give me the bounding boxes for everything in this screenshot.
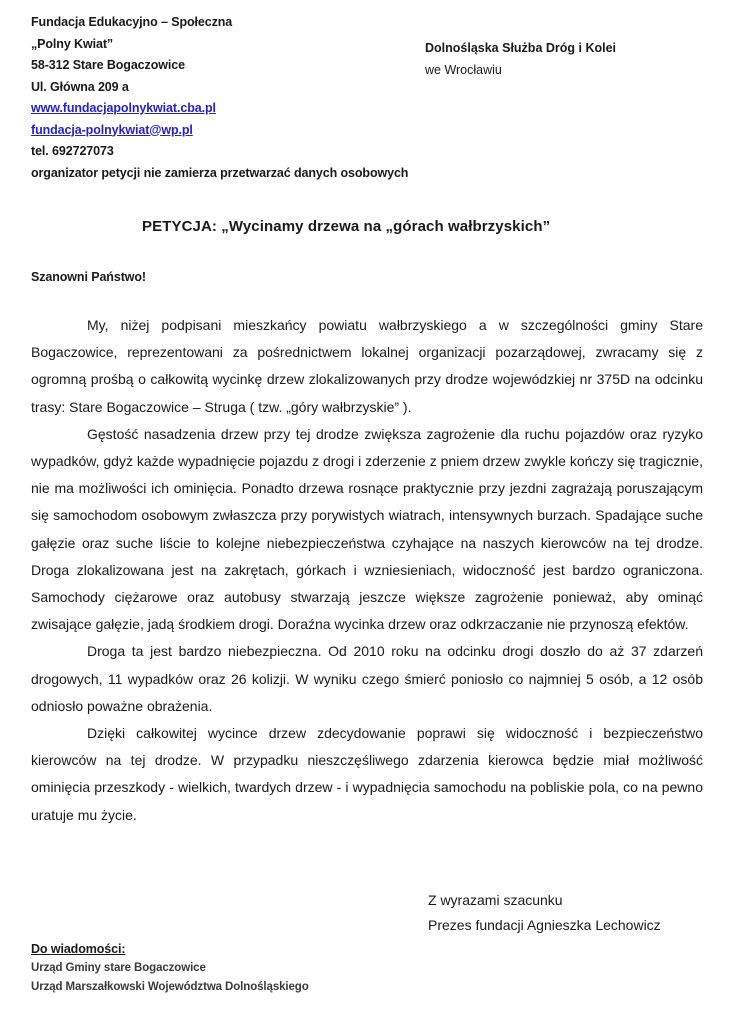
sender-block bbox=[31, 12, 411, 163]
signature-closing: Z wyrazami szacunku bbox=[428, 892, 563, 908]
signature-block bbox=[428, 888, 708, 938]
organizer-data-note: organizator petycji nie zamierza przetwarzać danych osobowych bbox=[31, 166, 409, 180]
sender-phone: tel. 692727073 bbox=[31, 144, 114, 158]
paragraph-4: Dzięki całkowitej wycince drzew zdecydowanie poprawi się widoczność i bezpieczeństwo kierowców na tej drodze. W przypadku nieszczęśliwego zdarzenia kierowca będzie miał możliwość ominięcia przeszkody - wielkich, twardych drzew - i wypadnięcia samochodu na pobliskie pola, co na pewno uratuje mu życie. bbox=[31, 725, 703, 823]
recipient-line-2: we Wrocławiu bbox=[425, 63, 502, 77]
sender-address-line-1: 58-312 Stare Bogaczowice bbox=[31, 58, 185, 72]
paragraph-3: Droga ta jest bardzo niebezpieczna. Od 2010 roku na odcinku drogi doszło do aż 37 zdarzeń drogowych, 11 wypadków oraz 26 kolizji. W wyniku czego śmierć poniosło co najmniej 5 osób, a 12 osób odniosło poważne obrażenia. bbox=[31, 643, 703, 714]
sender-email-link[interactable]: fundacja-polnykwiat@wp.pl bbox=[31, 122, 193, 137]
letter-header bbox=[31, 12, 703, 163]
page-title: PETYCJA: „Wycinamy drzewa na „górach wałbrzyskich” bbox=[142, 218, 551, 235]
sender-address-line-2: Ul. Główna 209 a bbox=[31, 79, 129, 94]
paragraph-1: My, niżej podpisani mieszkańcy powiatu wałbrzyskiego a w szczególności gminy Stare Bogaczowice, reprezentowani za pośrednictwem lokalnej organizacji pozarządowej, zwracamy się z ogromną prośbą o całkowitą wycinkę drzew zlokalizowanych przy drodze wojewódzkiej nr 375D na odcinku trasy: Stare Bogaczowice – Struga ( tzw. „góry wałbrzyskie” ). bbox=[31, 317, 703, 415]
recipient-block bbox=[425, 37, 715, 81]
cc-footer bbox=[31, 940, 481, 997]
signature-signer: Prezes fundacji Agnieszka Lechowicz bbox=[428, 917, 661, 933]
cc-recipient-1: Urząd Gminy stare Bogaczowice bbox=[31, 962, 206, 974]
sender-name-line-2: „Polny Kwiat” bbox=[31, 36, 114, 51]
paragraph-2: Gęstość nasadzenia drzew przy tej drodze zwiększa zagrożenie dla ruchu pojazdów oraz ryzyko wypadków, gdyż każde wypadnięcie pojazdu z drogi i zderzenie z pniem drzew zwykle kończy się tragicznie, nie ma możliwości ich ominięcia. Ponadto drzewa rosnące praktycznie przy jezdni zagrażają poruszającym się samochodom osobowym zwłaszcza przy porywistych wiatrach, intensywnych burzach. Spadające suche gałęzie oraz suche liście to kolejne niebezpieczeństwa czyhające na naszych kierowców na tej drodze. Droga zlokalizowana jest na zakrętach, górkach i wzniesieniach, widoczność jest bardzo ograniczona. Samochody ciężarowe oraz autobusy stwarzają jeszcze większe zagrożenie ponieważ, aby ominąć zwisające gałęzie, jadą środkiem drogi. Doraźna wycinka drzew oraz odkrzaczanie nie przynoszą efektów. bbox=[31, 425, 703, 633]
sender-website-link[interactable]: www.fundacjapolnykwiat.cba.pl bbox=[31, 101, 216, 115]
cc-recipient-2: Urząd Marszałkowski Województwa Dolnośląskiego bbox=[31, 981, 309, 993]
cc-footer-title: Do wiadomości: bbox=[31, 942, 126, 956]
salutation: Szanowni Państwo! bbox=[31, 270, 146, 284]
sender-name-line-1: Fundacja Edukacyjno – Społeczna bbox=[31, 15, 233, 29]
letter-body bbox=[31, 312, 703, 829]
recipient-line-1: Dolnośląska Służba Dróg i Kolei bbox=[425, 41, 617, 55]
